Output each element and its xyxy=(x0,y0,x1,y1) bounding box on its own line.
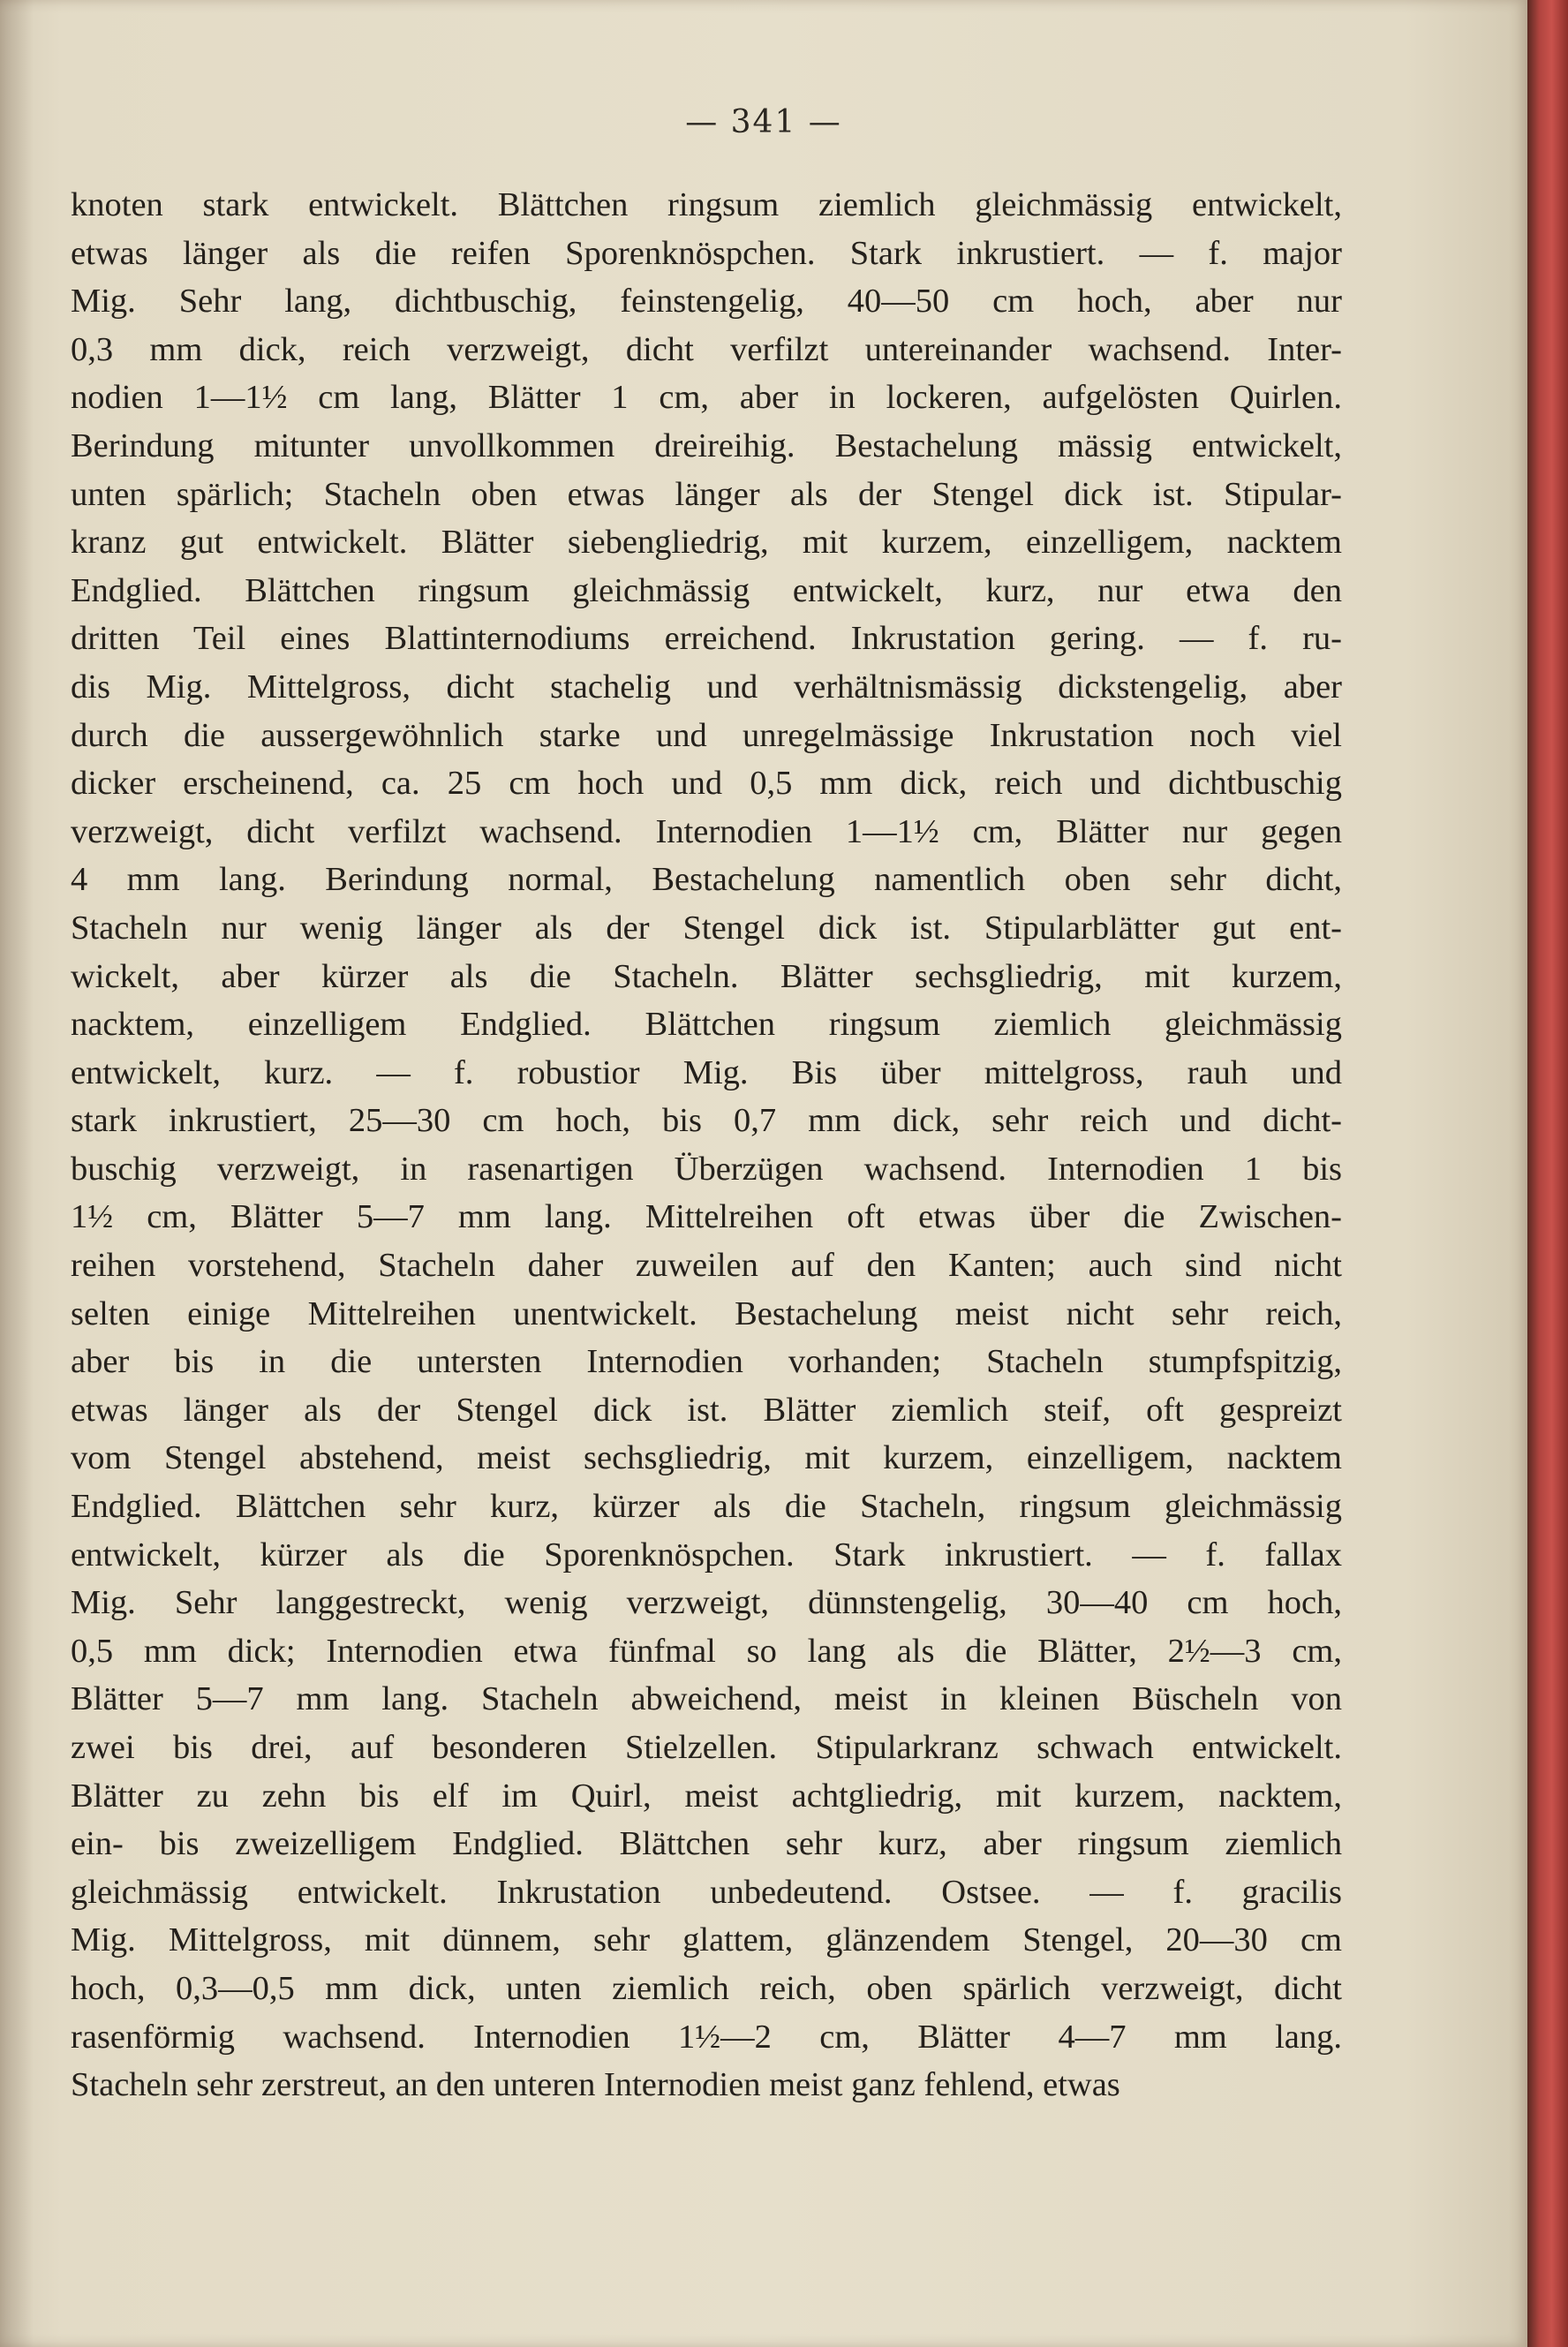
text-line: durch die aussergewöhnlich starke und unregelmässige Inkrustation noch viel xyxy=(71,716,1342,754)
text-line: 1½ cm, Blätter 5—7 mm lang. Mittelreihen oft etwas über die Zwischen- xyxy=(71,1198,1342,1236)
text-line: zwei bis drei, auf besonderen Stielzellen. Stipularkranz schwach entwickelt. xyxy=(71,1729,1342,1766)
text-line: vom Stengel abstehend, meist sechsgliedrig, mit kurzem, einzelligem, nacktem xyxy=(71,1439,1342,1477)
text-line: etwas länger als die reifen Sporenknöspchen. Stark inkrustiert. — f. major xyxy=(71,234,1342,272)
text-line: aber bis in die untersten Internodien vorhanden; Stacheln stumpfspitzig, xyxy=(71,1343,1342,1381)
text-line: Stacheln sehr zerstreut, an den unteren Internodien meist ganz fehlend, etwas xyxy=(71,2066,1120,2104)
text-line: dis Mig. Mittelgross, dicht stachelig und verhältnismässig dickstengelig, aber xyxy=(71,668,1342,706)
text-line: Blätter zu zehn bis elf im Quirl, meist achtgliedrig, mit kurzem, nacktem, xyxy=(71,1777,1342,1815)
binding-edge xyxy=(1527,0,1568,2347)
text-line: Mig. Sehr langgestreckt, wenig verzweigt, dünnstengelig, 30—40 cm hoch, xyxy=(71,1584,1342,1622)
text-line: Endglied. Blättchen ringsum gleichmässig entwickelt, kurz, nur etwa den xyxy=(71,571,1342,609)
text-line: etwas länger als der Stengel dick ist. Blätter ziemlich steif, oft gespreizt xyxy=(71,1391,1342,1429)
text-line: wickelt, aber kürzer als die Stacheln. Blätter sechsgliedrig, mit kurzem, xyxy=(71,957,1342,995)
text-line: 4 mm lang. Berindung normal, Bestachelung namentlich oben sehr dicht, xyxy=(71,861,1342,899)
text-line: rasenförmig wachsend. Internodien 1½—2 cm, Blätter 4—7 mm lang. xyxy=(71,2018,1342,2056)
text-line: verzweigt, dicht verfilzt wachsend. Internodien 1—1½ cm, Blätter nur gegen xyxy=(71,812,1342,850)
text-line: Mig. Sehr lang, dichtbuschig, feinstengelig, 40—50 cm hoch, aber nur xyxy=(71,283,1342,321)
text-line: dritten Teil eines Blattinternodiums erreichend. Inkrustation gering. — f. ru- xyxy=(71,620,1342,658)
text-line: Mig. Mittelgross, mit dünnem, sehr glattem, glänzendem Stengel, 20—30 cm xyxy=(71,1921,1342,1959)
text-line: hoch, 0,3—0,5 mm dick, unten ziemlich reich, oben spärlich verzweigt, dicht xyxy=(71,1969,1342,2007)
text-line: gleichmässig entwickelt. Inkrustation unbedeutend. Ostsee. — f. gracilis xyxy=(71,1873,1342,1911)
text-line: entwickelt, kurz. — f. robustior Mig. Bis über mittelgross, rauh und xyxy=(71,1053,1342,1091)
text-line: stark inkrustiert, 25—30 cm hoch, bis 0,7 mm dick, sehr reich und dicht- xyxy=(71,1102,1342,1140)
text-line: 0,3 mm dick, reich verzweigt, dicht verfilzt untereinander wachsend. Inter- xyxy=(71,330,1342,368)
body-text xyxy=(71,181,1342,2109)
text-line: Stacheln nur wenig länger als der Stengel dick ist. Stipularblätter gut ent- xyxy=(71,909,1342,947)
text-line: Blätter 5—7 mm lang. Stacheln abweichend, meist in kleinen Büscheln von xyxy=(71,1680,1342,1718)
text-line: selten einige Mittelreihen unentwickelt. Bestachelung meist nicht sehr reich, xyxy=(71,1294,1342,1332)
gutter-shadow xyxy=(0,0,34,2347)
text-line: knoten stark entwickelt. Blättchen ringsum ziemlich gleichmässig entwickelt, xyxy=(71,186,1342,223)
text-line: reihen vorstehend, Stacheln daher zuweilen auf den Kanten; auch sind nicht xyxy=(71,1247,1342,1285)
text-line: dicker erscheinend, ca. 25 cm hoch und 0,5 mm dick, reich und dichtbuschig xyxy=(71,765,1342,803)
text-line: nodien 1—1½ cm lang, Blätter 1 cm, aber in lockeren, aufgelösten Quirlen. xyxy=(71,379,1342,417)
text-line: Berindung mitunter unvollkommen dreireihig. Bestachelung mässig entwickelt, xyxy=(71,426,1342,464)
page-number: — 341 — xyxy=(685,104,842,140)
text-line: nacktem, einzelligem Endglied. Blättchen ringsum ziemlich gleichmässig xyxy=(71,1006,1342,1044)
text-line: buschig verzweigt, in rasenartigen Überzügen wachsend. Internodien 1 bis xyxy=(71,1150,1342,1188)
text-line: unten spärlich; Stacheln oben etwas länger als der Stengel dick ist. Stipular- xyxy=(71,475,1342,513)
text-line: 0,5 mm dick; Internodien etwa fünfmal so lang als die Blätter, 2½—3 cm, xyxy=(71,1632,1342,1670)
text-line: Endglied. Blättchen sehr kurz, kürzer als die Stacheln, ringsum gleichmässig xyxy=(71,1488,1342,1526)
text-line: kranz gut entwickelt. Blätter siebengliedrig, mit kurzem, einzelligem, nacktem xyxy=(71,524,1342,562)
text-line: ein- bis zweizelligem Endglied. Blättchen sehr kurz, aber ringsum ziemlich xyxy=(71,1825,1342,1863)
text-line: entwickelt, kürzer als die Sporenknöspchen. Stark inkrustiert. — f. fallax xyxy=(71,1536,1342,1573)
